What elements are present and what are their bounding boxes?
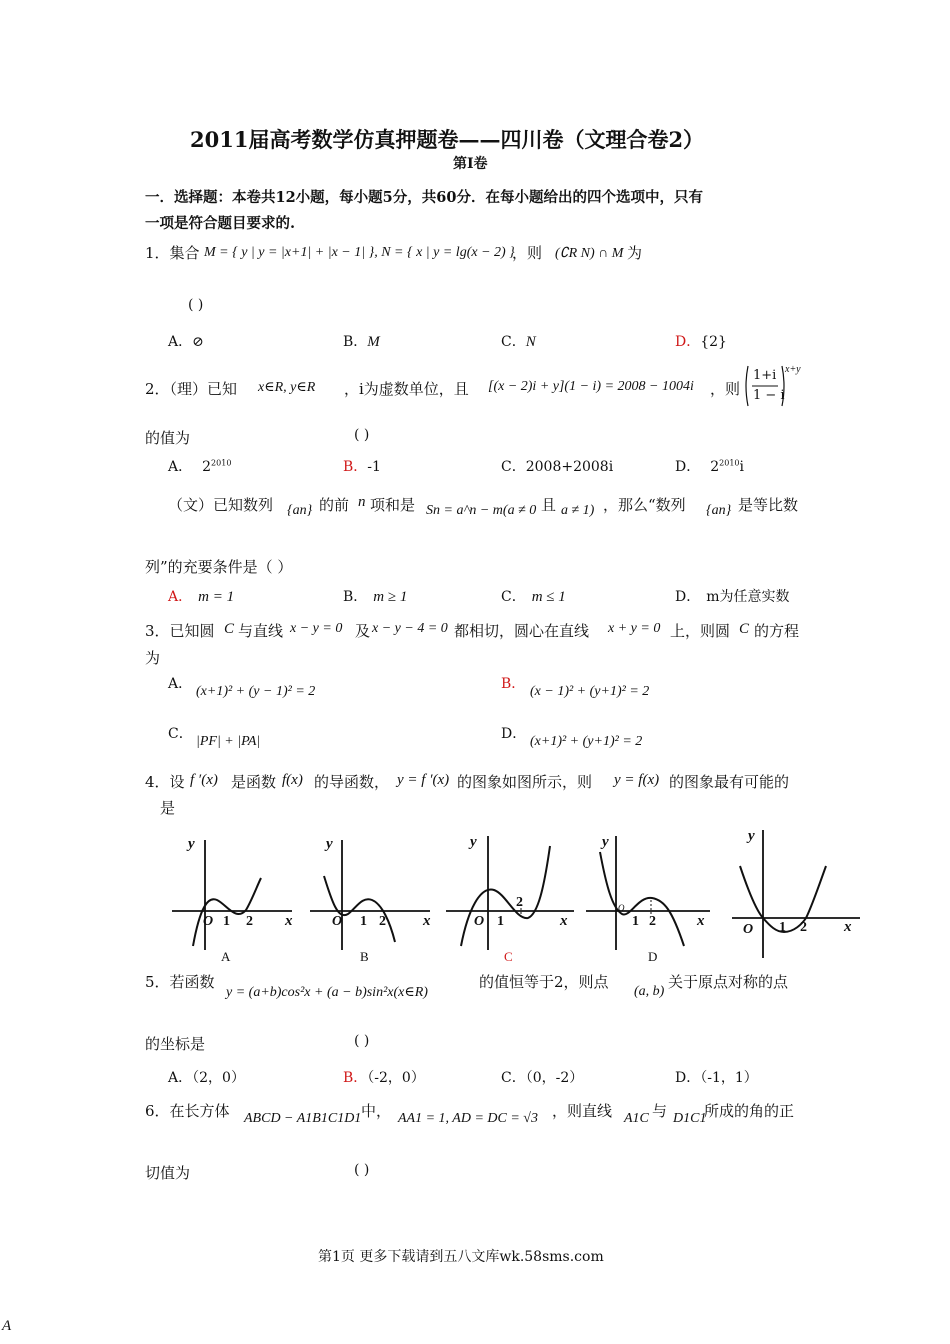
q2-mid1: ，i为虚数单位，且 — [344, 380, 469, 398]
q2-frac-den: 1 − i — [753, 388, 785, 403]
q2-wen-option-c: C． m ≤ 1 — [501, 589, 566, 605]
q4-text-c: 的导函数， — [314, 773, 390, 791]
q5-option-a: A．（2，0） — [168, 1070, 245, 1086]
q2-fraction — [743, 364, 787, 408]
q4-eq1: y = f ′(x) — [397, 772, 450, 788]
q4-wrap: 是 — [160, 799, 176, 817]
graph-d — [586, 834, 710, 964]
page-title: 2011届高考数学仿真押题卷——四川卷（文理合卷2） — [190, 127, 705, 152]
q5-answer-paren: ( ) — [354, 1033, 370, 1049]
q2-line2: 的值为 — [145, 429, 191, 447]
q2-seq: {an} — [287, 503, 313, 518]
q2-wen-c: 项和是 — [370, 496, 416, 514]
section-heading-cont: 一项是符合题目要求的. — [145, 215, 296, 232]
q4-f: f(x) — [282, 772, 303, 788]
q3-option-a-label: A． — [168, 676, 193, 692]
q2-condition: x∈R, y∈R — [258, 380, 316, 395]
q5-text-b: 的值恒等于2，则点 — [479, 973, 609, 991]
graph-c — [446, 834, 574, 964]
q4-graph-figure — [160, 822, 870, 970]
q2-power: x+y — [785, 364, 801, 375]
q6-text-a: 6．在长方体 — [145, 1102, 230, 1120]
q2-cond2: a ≠ 1) — [561, 503, 595, 518]
q3-c1: C — [224, 621, 235, 637]
graph-a-origin: O — [203, 914, 214, 929]
q2-answer-paren: ( ) — [354, 427, 370, 443]
q5-line2: 的坐标是 — [145, 1035, 206, 1053]
q2-line4: 列”的充要条件是（ ） — [145, 558, 293, 576]
graph-prime-origin: O — [743, 922, 754, 937]
q5-option-d: D．（-1，1） — [675, 1070, 758, 1086]
q4-text-a: 4．设 — [145, 773, 185, 791]
q2-n: n — [358, 494, 366, 510]
corner-mark: A — [2, 1318, 12, 1334]
q2-option-a: A． $2^{2010}$ — [168, 458, 232, 475]
q2-option-c: C．2008+2008i — [501, 459, 614, 475]
graph-a — [172, 836, 293, 964]
q2-wen-f: 是等比数 — [738, 496, 799, 514]
q3-text-f: 的方程 — [754, 622, 800, 640]
q3-wrap: 为 — [145, 649, 161, 667]
q5-option-c: C．（0，-2） — [501, 1070, 584, 1086]
graph-a-xlabel: x — [285, 913, 293, 929]
q5-text-c: 关于原点对称的点 — [668, 973, 789, 991]
graph-d-caption: D — [648, 949, 658, 964]
graph-d-tick2: 2 — [649, 914, 656, 929]
graph-d-origin: O — [618, 903, 625, 913]
graph-prime-tick2: 2 — [800, 920, 807, 935]
q3-option-b: (x − 1)² + (y+1)² = 2 — [530, 684, 650, 699]
q2-mid2: ，则 — [710, 380, 741, 398]
q6-l1: A1C — [624, 1111, 649, 1126]
page-footer: 第1页 更多下载请到五八文库wk.58sms.com — [318, 1249, 604, 1265]
q6-cond: AA1 = 1, AD = DC = √3 — [398, 1111, 538, 1126]
graph-a-ylabel: y — [188, 836, 195, 852]
q3-text-a: 3．已知圆 — [145, 622, 215, 640]
q1-suffix: 为 — [627, 244, 643, 262]
q2-wen-option-b: B． m ≥ 1 — [343, 589, 408, 605]
graph-a-caption: A — [221, 949, 231, 964]
graph-c-xlabel: x — [560, 913, 568, 929]
graph-b-xlabel: x — [423, 913, 431, 929]
graph-b — [310, 836, 431, 964]
q1-answer-paren: ( ) — [188, 297, 204, 313]
graph-b-tick2: 2 — [379, 914, 386, 929]
q2-equation: [(x − 2)i + y](1 − i) = 2008 − 1004i — [488, 379, 694, 394]
q6-text-c: ，则直线 — [552, 1102, 613, 1120]
q5-option-b: B．（-2，0） — [343, 1070, 425, 1086]
q2-option-d: D． $2^{2010}i$ — [675, 458, 744, 475]
q3-option-b-label: B． — [501, 676, 526, 692]
q1-mid: ，则 — [512, 244, 543, 262]
graph-c-ylabel: y — [470, 834, 477, 850]
graph-d-tick1: 1 — [632, 914, 639, 929]
q1-option-a: A．⊘ — [168, 334, 204, 350]
graph-prime-xlabel: x — [844, 919, 852, 935]
q2-prefix: 2．（理）已知 — [145, 380, 238, 398]
q4-text-d: 的图象如图所示，则 — [457, 773, 593, 791]
graph-c-tick2: 2 — [516, 895, 523, 910]
q1-prefix: 1．集合 — [145, 244, 200, 262]
q4-text-e: 的图象最有可能的 — [669, 773, 790, 791]
q5-point: (a, b) — [634, 984, 665, 999]
q3-line3: x + y = 0 — [608, 621, 661, 636]
q2-wen-option-d: D． m为任意实数 — [675, 589, 790, 605]
q2-sum: Sn = a^n − m(a ≠ 0 — [426, 503, 537, 518]
q4-fp: f ′(x) — [190, 772, 218, 788]
q4-text-b: 是函数 — [231, 773, 277, 791]
graph-prime-ylabel: y — [748, 828, 755, 844]
q3-text-c: 及 — [355, 622, 371, 640]
q3-option-c-label: C． — [168, 726, 193, 742]
section-heading: 一．选择题：本卷共12小题，每小题5分，共60分．在每小题给出的四个选项中，只有 — [145, 189, 703, 206]
q3-line1: x − y = 0 — [290, 621, 343, 636]
q3-option-a: (x+1)² + (y − 1)² = 2 — [196, 684, 316, 699]
graph-b-tick1: 1 — [360, 914, 367, 929]
graph-c-caption: C — [504, 949, 513, 964]
q6-text-d: 与 — [652, 1102, 668, 1120]
q2-wen-b: 的前 — [319, 496, 350, 514]
graph-prime — [732, 828, 860, 958]
q4-eq2: y = f(x) — [614, 772, 660, 788]
q6-text-b: 中， — [361, 1102, 392, 1120]
q1-sets: M = { y | y = |x+1| + |x − 1| }, N = { x | y = lg(x − 2) } — [204, 245, 515, 260]
q3-c2: C — [739, 621, 750, 637]
graph-b-origin: O — [332, 914, 343, 929]
q2-option-b: B．-1 — [343, 459, 381, 475]
graph-c-origin: O — [474, 914, 485, 929]
q1-expr: (∁R N) ∩ M — [555, 246, 624, 261]
q2-wen-a: （文）已知数列 — [168, 496, 274, 514]
graph-a-tick2: 2 — [246, 914, 253, 929]
graph-c-tick1: 1 — [497, 914, 504, 929]
graph-d-ylabel: y — [602, 834, 609, 850]
page-subtitle: 第Ⅰ卷 — [453, 156, 488, 172]
graph-prime-tick1: 1 — [779, 920, 786, 935]
q3-line2: x − y − 4 = 0 — [372, 621, 448, 636]
graph-b-ylabel: y — [326, 836, 333, 852]
q3-text-d: 都相切，圆心在直线 — [454, 622, 590, 640]
q1-option-b: B．M — [343, 334, 380, 350]
q2-frac-num: 1+i — [753, 368, 777, 383]
q2-wen-d: 且 — [541, 496, 557, 514]
q2-wen-e: ，那么“数列 — [603, 496, 686, 514]
graph-d-xlabel: x — [697, 913, 705, 929]
q3-option-d: (x+1)² + (y+1)² = 2 — [530, 734, 643, 749]
q5-text-a: 5．若函数 — [145, 973, 215, 991]
q2-seq2: {an} — [706, 503, 732, 518]
q1-option-d: D．{2} — [675, 334, 727, 350]
q5-func: y = (a+b)cos²x + (a − b)sin²x(x∈R) — [226, 985, 428, 1000]
q6-line2: 切值为 — [145, 1164, 191, 1182]
q3-option-c: |PF| + |PA| — [196, 734, 261, 749]
q6-solid: ABCD − A1B1C1D1 — [244, 1111, 362, 1126]
q3-option-d-label: D． — [501, 726, 527, 742]
graph-a-tick1: 1 — [223, 914, 230, 929]
q6-answer-paren: ( ) — [354, 1162, 370, 1178]
q3-text-e: 上，则圆 — [670, 622, 731, 640]
q6-text-e: 所成的角的正 — [704, 1102, 795, 1120]
q1-option-c: C．N — [501, 334, 536, 350]
q2-wen-option-a: A． m = 1 — [168, 589, 235, 605]
graph-b-caption: B — [360, 949, 369, 964]
q6-l2: D1C1 — [673, 1111, 707, 1126]
q3-text-b: 与直线 — [238, 622, 284, 640]
